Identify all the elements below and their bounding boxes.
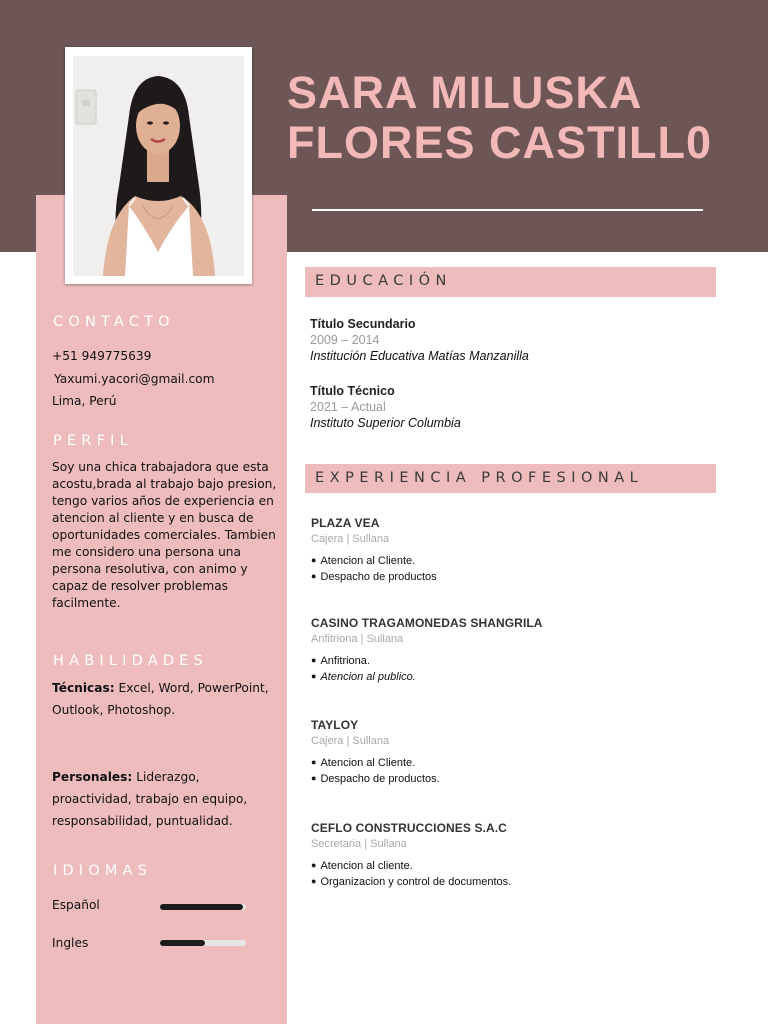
experience-item: [311, 821, 511, 890]
experience-item: [311, 616, 543, 685]
education-heading: EDUCACIÓN: [315, 273, 452, 289]
job-bullet: ● Atencion al publico.: [311, 669, 543, 685]
profile-text: Soy una chica trabajadora que esta acostu,brada al trabajo bajo presion, tengo varios años de experiencia en atencion al cliente y en busca de oportunidades comerciales. Tambien me considero una persona una persona resolutiva, con animo y capaz de resolver problemas facilmente.: [52, 460, 277, 610]
job-bullet: ● Despacho de productos.: [311, 771, 440, 787]
candidate-name-line2: FLORES CASTILL0: [287, 117, 713, 168]
skills-technical-list: Excel, Word, PowerPoint, Outlook, Photoshop.: [52, 681, 269, 717]
portrait-illustration: [73, 56, 244, 276]
job-role: Anfitriona | Sullana: [311, 633, 404, 645]
languages-heading: IDIOMAS: [53, 863, 153, 879]
job-bullet: ● Despacho de productos: [311, 569, 437, 585]
education-title: Título Técnico: [310, 384, 395, 398]
job-bullet: ● Atencion al Cliente.: [311, 553, 437, 569]
job-company: CEFLO CONSTRUCCIONES S.A.C: [311, 821, 507, 835]
profile-photo: [73, 56, 244, 276]
job-bullet-list: [311, 858, 511, 890]
experience-band: [305, 464, 716, 493]
language-level-fill: [160, 940, 205, 946]
skills-personal-label: Personales:: [52, 770, 133, 784]
name-divider: [312, 209, 703, 211]
contact-details: [52, 345, 214, 413]
job-role: Cajera | Sullana: [311, 735, 390, 747]
education-years: 2009 – 2014: [310, 333, 380, 347]
language-level-fill: [160, 904, 243, 910]
job-bullet-list: [311, 653, 543, 685]
job-bullet: ● Anfitriona.: [311, 653, 543, 669]
skills-personal: [52, 766, 277, 832]
education-item: [310, 316, 529, 364]
experience-item: [311, 516, 437, 585]
candidate-name: [287, 68, 757, 168]
job-company: CASINO TRAGAMONEDAS SHANGRILA: [311, 616, 543, 630]
education-item: [310, 383, 461, 431]
job-bullet: ● Atencion al cliente.: [311, 858, 511, 874]
contact-phone: +51 949775639: [52, 349, 152, 363]
candidate-name-line1: SARA MILUSKA: [287, 67, 643, 118]
contact-location: Lima, Perú: [52, 394, 117, 408]
job-bullet: ● Organizacion y control de documentos.: [311, 874, 511, 890]
job-role: Cajera | Sullana: [311, 533, 390, 545]
profile-heading: PERFIL: [53, 433, 133, 449]
language-level-bar: [160, 940, 246, 946]
education-institution: Instituto Superior Columbia: [310, 416, 461, 430]
language-level-bar: [160, 904, 246, 910]
education-band: [305, 267, 716, 297]
skills-technical-label: Técnicas:: [52, 681, 115, 695]
job-company: TAYLOY: [311, 718, 359, 732]
job-bullet-list: [311, 755, 440, 787]
profile-photo-frame: [65, 47, 252, 284]
language-name: Español: [52, 898, 100, 912]
education-title: Título Secundario: [310, 317, 416, 331]
skills-technical: [52, 677, 277, 721]
job-bullet: ● Atencion al Cliente.: [311, 755, 440, 771]
job-bullet-list: [311, 553, 437, 585]
job-company: PLAZA VEA: [311, 516, 380, 530]
experience-item: [311, 718, 440, 787]
education-years: 2021 – Actual: [310, 400, 386, 414]
skills-heading: HABILIDADES: [53, 653, 208, 669]
skills-personal-list: Liderazgo, proactividad, trabajo en equipo, responsabilidad, puntualidad.: [52, 770, 248, 828]
language-name: Ingles: [52, 936, 89, 950]
job-role: Secretaria | Sullana: [311, 838, 407, 850]
experience-heading: EXPERIENCIA PROFESIONAL: [315, 470, 644, 486]
contact-email: Yaxumi.yacori@gmail.com: [54, 371, 215, 386]
education-institution: Institución Educativa Matías Manzanilla: [310, 349, 529, 363]
contact-heading: CONTACTO: [53, 314, 175, 330]
